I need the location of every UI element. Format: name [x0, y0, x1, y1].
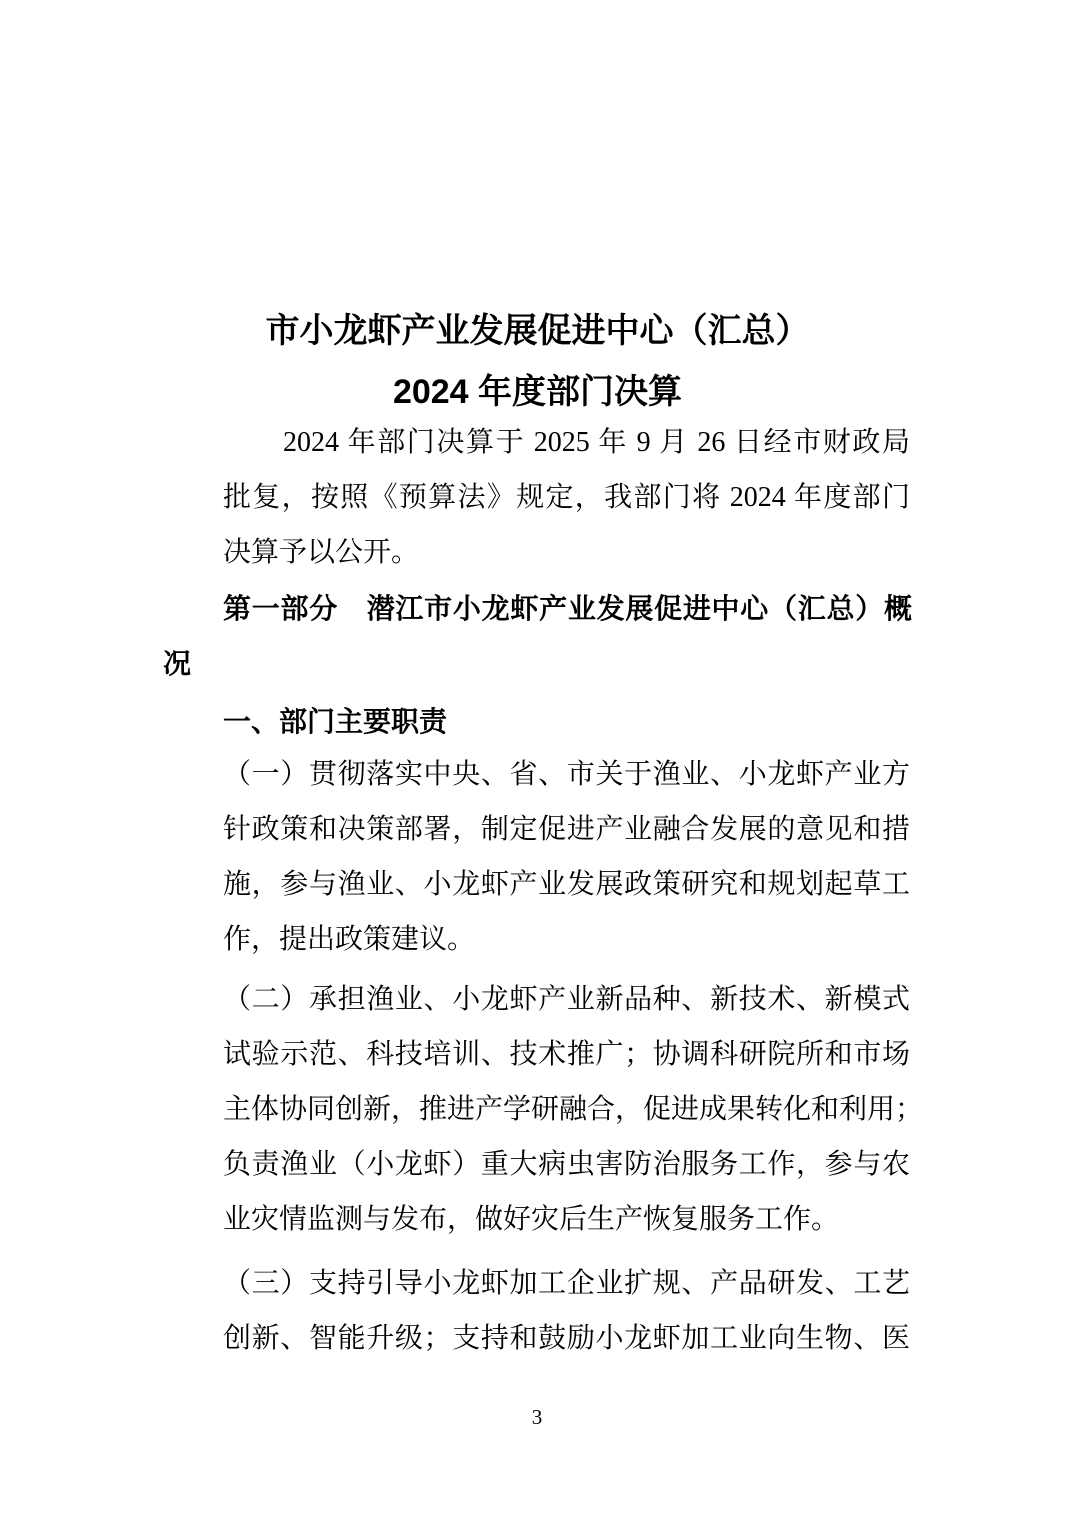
text-line: 试验示范、科技培训、技术推广；协调科研院所和市场: [223, 1039, 910, 1070]
text-line: 主体协同创新，推进产学研融合，促进成果转化和利用；: [223, 1094, 924, 1125]
text-line: 批复，按照《预算法》规定，我部门将 2024 年度部门: [223, 482, 910, 513]
heading-part1: [163, 581, 912, 691]
text-line: 业灾情监测与发布，做好灾后生产恢复服务工作。: [223, 1204, 840, 1235]
heading-line: 一、部门主要职责: [223, 706, 448, 737]
text-line: 2024 年部门决算于 2025 年 9 月 26 日经市财政局: [283, 427, 910, 458]
page-number: 3: [531, 1405, 543, 1429]
heading-duties: [223, 694, 910, 749]
text-line: 作，提出政策建议。: [223, 924, 476, 955]
text-line: 负责渔业（小龙虾）重大病虫害防治服务工作，参与农: [223, 1149, 910, 1180]
text-line: 针政策和决策部署，制定促进产业融合发展的意见和措: [223, 814, 910, 845]
text-line: （一）贯彻落实中央、省、市关于渔业、小龙虾产业方: [223, 759, 910, 790]
paragraph-intro: [223, 415, 910, 580]
text-line: （三）支持引导小龙虾加工企业扩规、产品研发、工艺: [223, 1268, 910, 1299]
text-line: 创新、智能升级；支持和鼓励小龙虾加工业向生物、医: [223, 1323, 910, 1354]
text-line: 决算予以公开。: [223, 537, 420, 568]
text-line: 施，参与渔业、小龙虾产业发展政策研究和规划起草工: [223, 869, 910, 900]
text-line: （二）承担渔业、小龙虾产业新品种、新技术、新模式: [223, 984, 910, 1015]
paragraph-duty-2: [223, 972, 924, 1247]
paragraph-duty-1: [223, 747, 910, 967]
heading-line: 第一部分 潜江市小龙虾产业发展促进中心（汇总）概: [223, 593, 912, 624]
paragraph-duty-3: [223, 1256, 910, 1366]
doc-title-line2: 2024 年度部门决算: [392, 373, 683, 411]
doc-title-line1: 市小龙虾产业发展促进中心（汇总）: [265, 312, 810, 350]
heading-line: 况: [163, 648, 192, 679]
